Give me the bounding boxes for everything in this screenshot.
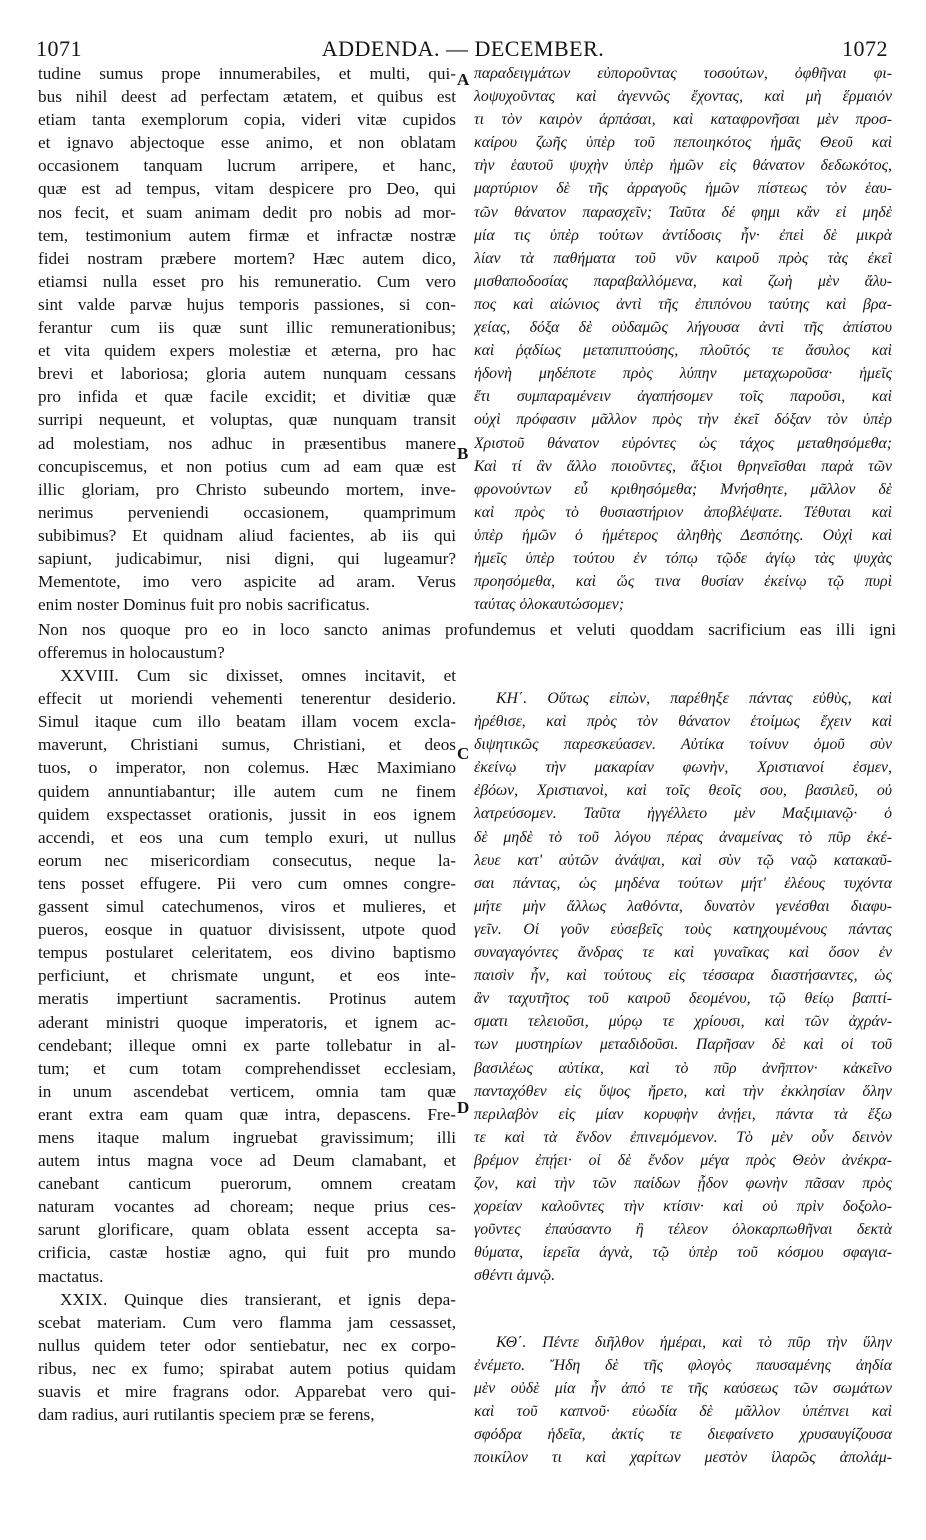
text-line: ἡμεῖς ὑπὲρ τούτου ἐν τόπῳ τῷδε ἁγίῳ τὰς ψυχὰς <box>474 549 892 567</box>
text-line: τῶν θάνατον παρασχεῖν; Ταῦτα δέ φημι κἂν εἰ μηδὲ <box>474 203 892 221</box>
text-line: χείας, δόξα δὲ οὐδαμῶς λήγουσα ἀντὶ τῆς ἀπίστου <box>474 319 892 337</box>
text-line: μήτε μὴν ἄλλως λαθόντα, δυνατὸν γενέσθαι διαφυ- <box>474 897 892 915</box>
text-line: πος καὶ αἰώνιος ἀντὶ τῆς ἐπιπόνου ταύτης καὶ βρα- <box>474 295 892 313</box>
greek-section-29 <box>474 1331 892 1470</box>
text-line: tudine sumus prope innumerabiles, et multi, qui- <box>38 64 456 83</box>
running-head: ADDENDA. — DECEMBER. <box>321 36 605 61</box>
text-line: μαρτύριον δὲ τῆς ἀρραγοῦς ἡμῶν πίστεως τὸν ἑαυ- <box>474 180 892 198</box>
text-line: των μυστηρίων μεταδιδοῦσι. Παρῆσαν δὲ καὶ οἱ τοῦ <box>474 1036 892 1054</box>
text-line: βασιλέως αὐτίκα, καὶ τὸ πῦρ ἀνῆπτον· κἀκεῖνο <box>474 1059 892 1077</box>
text-line: θύματα, ἱερεῖα ἁγνὰ, τῷ ὑπὲρ τοῦ κόσμου σφαγια- <box>474 1244 892 1262</box>
text-line: ΚΘ΄. Πέντε διῆλθον ἡμέραι, καὶ τὸ πῦρ τὴν ὕλην <box>496 1334 892 1351</box>
text-line: φρονούντων εὖ κριθησόμεθα; Μνήσθητε, μᾶλλον δὲ <box>474 480 892 498</box>
text-line: XXVIII. Cum sic dixisset, omnes incitavit, et <box>60 666 456 686</box>
text-line: naturam vocantes ad choream; neque prius ces- <box>38 1197 456 1217</box>
text-line: quidem exspectasset orationis, jussit in eos ignem <box>38 804 456 824</box>
text-line: quæ est ad tempus, vitam despicere pro Deo, qui <box>38 179 456 199</box>
margin-marker-b: B <box>457 444 469 463</box>
text-line: Mementote, imo vero aspicite ad aram. Verus <box>38 572 456 592</box>
text-line: aderant ministri quoque imperatoris, et ignem ac- <box>38 1012 456 1032</box>
text-line: καὶ ῥᾳδίως μεταπιπτούσης, πλοῦτός τε ἄσυλος καὶ <box>474 342 892 360</box>
text-line: καὶ τοῦ καπνοῦ· εὐωδία δὲ μᾶλλον ὑπέπνει καὶ <box>474 1403 892 1421</box>
text-line: μισθαποδοσίας παραβαλλόμενα, καὶ ζωὴ μὲν ἄλυ- <box>474 272 892 290</box>
text-line: meratis impertiunt sacramentis. Protinus autem <box>38 989 456 1009</box>
text-line: subibimus? Et quidnam aliud facientes, ab iis qui <box>38 525 456 545</box>
text-line: περιλαβὸν εἰς μίαν κορυφὴν ἀνῄει, πάντα τὰ ἔξω <box>474 1105 892 1123</box>
text-line: sint valde parvæ hujus temporis passiones, si con- <box>38 294 456 314</box>
text-line: canebant canticum puerorum, omnem creatam <box>38 1174 456 1194</box>
text-line: nullus quidem teter odor sentiebatur, nec ex corpo- <box>38 1335 456 1355</box>
text-line: occasionem tanquam lucrum arripere, et hanc, <box>38 156 456 176</box>
text-line: crificia, castæ hostiæ agno, qui fuit pro mundo <box>38 1243 456 1263</box>
text-line: ποικίλον τι καὶ χαρίτων μεστὸν ἱλαρῶς ἀπολάμ- <box>474 1449 892 1467</box>
margin-marker-a: A <box>457 70 470 89</box>
text-line: Καὶ τί ἂν ἄλλο ποιοῦντες, ἄξιοι θρηνεῖσθαι παρὰ τῶν <box>474 457 892 475</box>
text-line: offeremus in holocaustum? <box>38 643 225 662</box>
text-line: mens itaque malum ingruebat gravissimum; illi <box>38 1127 456 1147</box>
text-line: accendi, et eos una cum templo exuri, ut nullus <box>38 827 456 847</box>
text-line: ΚΗ΄. Οὕτως εἰπὼν, παρέθηξε πάντας εὐθὺς, καὶ <box>496 690 892 707</box>
text-line: nos fecit, et suam animam dedit pro nobis ad mor- <box>38 202 456 222</box>
text-line: pueros, eosque in quatuor divisissent, utpote quod <box>38 920 456 940</box>
text-line: λίαν τὰ παθήματα τοῦ νῦν καιροῦ πρὸς τὰς ἐκεῖ <box>474 249 892 267</box>
full-width-line <box>38 618 896 641</box>
page-number-left: 1071 <box>36 36 82 61</box>
text-line: πανταχόθεν εἰς ὕψος ἤρετο, καὶ τὴν ἐκκλησίαν ὅλην <box>474 1082 892 1100</box>
text-line: fidei nostram præbere mortem? Hæc autem dico, <box>38 248 456 268</box>
text-line: Non nos quoque pro eo in loco sancto animas profundemus et veluti quoddam sacrificium eas illi igni <box>38 620 896 639</box>
text-line: effecit ut moriendi vehementi tenerentur desiderio. <box>38 689 456 709</box>
text-line: λευε κατ' αὐτῶν ἀνάψαι, καὶ σὺν τῷ ναῷ κατακαῦ- <box>474 851 892 869</box>
text-line: scebat materiam. Cum vero flamma jam cessasset, <box>38 1312 456 1332</box>
text-line: suavis et mire fragrans odor. Apparebat vero qui- <box>38 1382 456 1401</box>
text-line: ἐκείνῳ τὴν μακαρίαν φωνὴν, Χριστιανοί ἐσμεν, <box>474 759 892 777</box>
text-line: tuos, o imperator, non colemus. Hæc Maximiano <box>38 758 456 778</box>
text-line: ribus, nec ex fumo; spirabat autem potius quidam <box>38 1358 456 1378</box>
text-line: σματι τελειοῦσι, μύρῳ τε χρίουσι, καὶ τῶν ἀχράν- <box>474 1013 892 1031</box>
text-line: etiamsi nulla esset pro his remuneratio. Cum vero <box>38 271 456 291</box>
text-line: λοψυχοῦντας καὶ ἀγεννῶς ἔχοντας, καὶ μὴ ἕρμαιόν <box>474 88 892 106</box>
text-line: sarunt glorificare, quam oblata essent accepta sa- <box>38 1220 456 1240</box>
text-line: illic gloriam, pro Christo subeundo mortem, inve- <box>38 479 456 499</box>
text-line: γοῦντες ἐπαύσαντο ἢ τέλεον ὁλοκαρπωθῆναι δεκτὰ <box>474 1221 892 1239</box>
text-line: dam radius, auri rutilantis speciem præ se ferens, <box>38 1405 375 1425</box>
text-line: διψητικῶς παρεσκεύασεν. Αὐτίκα τοίνυν ὁμοῦ σὺν <box>474 736 892 754</box>
text-line: gassent simul catechumenos, viros et mulieres, et <box>38 897 456 917</box>
text-line: tempus postularet celeritatem, eos divino baptismo <box>38 943 456 963</box>
text-line: ἂν ταχυτῆτος τοῦ καιροῦ δεομένου, τῷ θείῳ βαπτί- <box>474 990 892 1008</box>
greek-column-top <box>474 62 892 616</box>
text-line: perficiunt, et chrismate ungunt, et eos inte- <box>38 966 456 986</box>
text-line: οὐχὶ πρόφασιν μᾶλλον πρὸς τὴν ἐκεῖ δόξαν τὸν ὑπὲρ <box>474 411 892 429</box>
text-line: brevi et laboriosa; gloria autem nunquam cessans <box>38 364 456 384</box>
greek-section-28 <box>474 687 892 1287</box>
text-line: concupiscemus, et non potius cum ad eam quæ est <box>38 456 456 476</box>
text-line: καὶ πρὸς τὸ θυσιαστήριον ἀποβλέψατε. Τέθυται καὶ <box>474 503 892 521</box>
text-line: XXIX. Quinque dies transierant, et ignis depa- <box>60 1289 456 1309</box>
text-line: eorum nec misericordiam consecutus, neque la- <box>38 850 456 870</box>
text-line: δὲ μηδὲ τὸ τοῦ λόγου πέρας ἀναμείνας τὸ πῦρ ἐκέ- <box>474 828 892 846</box>
text-line: λατρεύσομεν. Ταῦτα ἠγγέλλετο μὲν Μαξιμιανῷ· ὁ <box>474 805 892 823</box>
text-line: etiam tanta exemplorum copia, videri vitæ cupidos <box>38 110 456 130</box>
text-line: παισὶν ἦν, καὶ τούτους εἰς τέσσαρα διαστήσαντες, ὡς <box>474 967 892 985</box>
text-line: μὲν οὐδὲ μία ἦν ἀπό τε τῆς καύσεως τῶν σωμάτων <box>474 1380 892 1398</box>
margin-marker-d: D <box>457 1098 470 1117</box>
text-line: ἐνέμετο. Ἤδη δὲ τῆς φλογὸς παυσαμένης ἀηδία <box>474 1357 892 1375</box>
text-line: tum; et cum totam comprehendisset ecclesiam, <box>38 1058 456 1078</box>
text-line: maverunt, Christiani sumus, Christiani, et deos <box>38 735 456 755</box>
text-line: in unum ascendebat verticem, omnia tam quæ <box>38 1081 456 1101</box>
latin-column-bottom <box>38 641 456 1426</box>
latin-column-top <box>38 62 456 616</box>
text-line: ταύτας ὁλοκαυτώσομεν; <box>474 596 625 614</box>
margin-marker-c: C <box>457 744 470 763</box>
text-line: ἐβόων, Χριστιανοὶ, καὶ τοῖς θεοῖς σου, βασιλεῦ, οὐ <box>474 782 892 800</box>
text-line: γεῖν. Οἱ γοῦν εὐσεβεῖς τοὺς κατηχουμένους πάντας <box>474 920 892 938</box>
text-line: tem, testimonium autem firmæ et infractæ nostræ <box>38 225 456 245</box>
text-line: ἡδονὴ μηδέποτε πρὸς λύπην μεταχωροῦσα· ἡμεῖς <box>474 365 892 383</box>
text-line: quidem annuntiabantur; ille autem cum ne finem <box>38 781 456 801</box>
text-line: βρέμον ἐπῄει· οἱ δὲ ἔνδον μέγα πρὸς Θεὸν ἀνέκρα- <box>474 1151 892 1169</box>
text-line: cendebant; illeque omni ex parte tollebatur in al- <box>38 1035 456 1055</box>
page-number-right: 1072 <box>842 36 888 61</box>
text-line: μία τις ὑπὲρ τούτων ἀντίδοσις ἦν· ἐπεὶ δὲ μικρὰ <box>474 226 892 244</box>
text-line: sapiunt, judicabimur, nisi digni, qui lugeamur? <box>38 548 456 568</box>
text-line: ἠρέθισε, καὶ πρὸς τὸν θάνατον ἑτοίμως ἔχειν καὶ <box>474 713 892 731</box>
text-line: bus nihil deest ad perfectam ætatem, et quibus est <box>38 87 456 107</box>
text-line: Χριστοῦ θάνατον εὑρόντες ὡς τάχος μεταθησόμεθα; <box>474 434 892 452</box>
text-line: τὴν ἑαυτοῦ ψυχὴν ὑπὲρ ἡμῶν εἰς θάνατον δεδωκότος, <box>474 157 892 175</box>
text-line: τε καὶ τὰ ἔνδον ἐπινεμόμενον. Τὸ μὲν οὖν δεινὸν <box>474 1128 892 1146</box>
text-line: ad molestiam, nos adhuc in præsentibus manere <box>38 433 456 453</box>
text-line: ferantur cum iis quæ sunt illic remunerationibus; <box>38 318 456 338</box>
text-line: et vita quidem expers molestiæ et æterna, pro hac <box>38 341 456 361</box>
text-line: erant extra eam quam quæ intra, depascens. Fre- <box>38 1104 456 1124</box>
text-line: τι τὸν καιρὸν ἁρπάσαι, καὶ καταφρονῆσαι μὲν προσ- <box>474 111 892 129</box>
text-line: σθέντι ἀμνῷ. <box>474 1267 556 1285</box>
text-line: παραδειγμάτων εὐποροῦντας τοσούτων, ὀφθῆναι φι- <box>474 65 892 82</box>
text-line: προησόμεθα, καὶ ὥς τινα θυσίαν ἐκείνῳ τῷ πυρὶ <box>474 573 892 591</box>
text-line: ζον, καὶ τὴν τῶν παίδων ᾖδον φωνὴν πᾶσαν πρὸς <box>474 1174 892 1192</box>
text-line: et ignavo abjectoque esse animo, et non oblatam <box>38 133 456 153</box>
text-line: ἔτι συμπαραμένειν ἀγαπήσομεν τοῖς παροῦσι, καὶ <box>474 388 892 406</box>
text-line: συναγαγόντες ἄνδρας τε καὶ γυναῖκας καὶ ὅσον ἐν <box>474 944 892 962</box>
text-line: χορείαν καλοῦντες τὴν κτίσιν· καὶ οὐ πρὶν δοξολο- <box>474 1198 892 1216</box>
text-line: tens posset effugere. Pii vero cum omnes congre- <box>38 873 456 893</box>
text-line: autem intus magna voce ad Deum clamabant, et <box>38 1151 456 1171</box>
text-line: pro infida et quæ facile excidit; et divitiæ quæ <box>38 387 456 407</box>
text-line: σφόδρα ἡδεῖα, ἀκτίς τε διεφαίνετο χρυσαυγίζουσα <box>474 1426 892 1444</box>
text-line: σαι πάντας, ὡς μηδένα τούτων μήτ' ἐλέους τυχόντα <box>474 874 892 892</box>
text-line: surripi nequeunt, et voluptas, quæ nunquam transit <box>38 410 456 430</box>
text-line: ὑπὲρ ἡμῶν ὁ ἡμέτερος ἀληθὴς Δεσπότης. Οὐχὶ καὶ <box>474 526 892 544</box>
text-line: Simul itaque cum illo beatam illam vocem excla- <box>38 712 456 732</box>
text-line: καίρου ζωῆς ὑπὲρ τοῦ πεποιηκότος ἡμᾶς Θεοῦ καὶ <box>474 134 892 152</box>
text-line: mactatus. <box>38 1266 104 1286</box>
text-line: nerimus perveniendi occasionem, quamprimum <box>38 502 456 522</box>
text-line: enim noster Dominus fuit pro nobis sacrificatus. <box>38 595 370 615</box>
